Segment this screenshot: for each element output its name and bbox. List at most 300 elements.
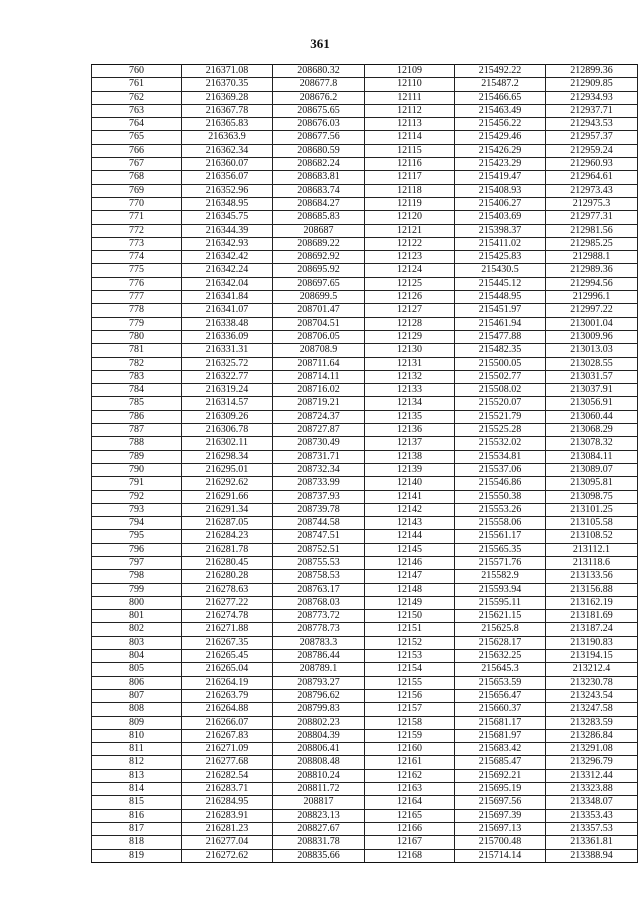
y-coord-right-cell: 213162.19 [546, 596, 638, 609]
point-id-right-cell: 12136 [365, 424, 455, 437]
point-id-right-cell: 12166 [365, 822, 455, 835]
y-coord-right-cell: 213286.84 [546, 729, 638, 742]
point-id-right-cell: 12168 [365, 849, 455, 862]
x-coord-left-cell: 216298.34 [182, 450, 273, 463]
x-coord-left-cell: 216336.09 [182, 330, 273, 343]
x-coord-left-cell: 216287.05 [182, 517, 273, 530]
table-row [92, 636, 638, 649]
y-coord-right-cell: 213095.81 [546, 477, 638, 490]
y-coord-left-cell: 208827.67 [273, 822, 365, 835]
point-id-right-cell: 12150 [365, 610, 455, 623]
point-id-left-cell: 764 [92, 118, 182, 131]
y-coord-left-cell: 208689.22 [273, 237, 365, 250]
x-coord-right-cell: 215582.9 [455, 570, 546, 583]
table-row [92, 556, 638, 569]
x-coord-right-cell: 215534.81 [455, 450, 546, 463]
table-row [92, 836, 638, 849]
table-row [92, 583, 638, 596]
point-id-left-cell: 795 [92, 530, 182, 543]
point-id-left-cell: 818 [92, 836, 182, 849]
point-id-right-cell: 12142 [365, 503, 455, 516]
point-id-right-cell: 12126 [365, 291, 455, 304]
point-id-right-cell: 12151 [365, 623, 455, 636]
x-coord-right-cell: 215532.02 [455, 437, 546, 450]
y-coord-right-cell: 213190.83 [546, 636, 638, 649]
table-row [92, 357, 638, 370]
table-row [92, 623, 638, 636]
point-id-right-cell: 12127 [365, 304, 455, 317]
y-coord-left-cell: 208763.17 [273, 583, 365, 596]
point-id-right-cell: 12160 [365, 743, 455, 756]
point-id-left-cell: 775 [92, 264, 182, 277]
x-coord-left-cell: 216319.24 [182, 384, 273, 397]
x-coord-left-cell: 216356.07 [182, 171, 273, 184]
x-coord-left-cell: 216277.68 [182, 756, 273, 769]
y-coord-left-cell: 208699.5 [273, 291, 365, 304]
point-id-left-cell: 769 [92, 184, 182, 197]
y-coord-right-cell: 212937.71 [546, 104, 638, 117]
point-id-right-cell: 12148 [365, 583, 455, 596]
table-row [92, 463, 638, 476]
y-coord-right-cell: 212899.36 [546, 65, 638, 78]
point-id-left-cell: 804 [92, 650, 182, 663]
x-coord-right-cell: 215595.11 [455, 596, 546, 609]
x-coord-left-cell: 216342.93 [182, 237, 273, 250]
table-row [92, 344, 638, 357]
table-row [92, 743, 638, 756]
table-row [92, 756, 638, 769]
x-coord-left-cell: 216309.26 [182, 410, 273, 423]
y-coord-right-cell: 213060.44 [546, 410, 638, 423]
x-coord-right-cell: 215508.02 [455, 384, 546, 397]
table-row [92, 663, 638, 676]
y-coord-left-cell: 208831.78 [273, 836, 365, 849]
point-id-left-cell: 812 [92, 756, 182, 769]
y-coord-left-cell: 208680.59 [273, 144, 365, 157]
table-row [92, 65, 638, 78]
x-coord-right-cell: 215621.15 [455, 610, 546, 623]
table-row [92, 809, 638, 822]
y-coord-left-cell: 208714.11 [273, 370, 365, 383]
x-coord-right-cell: 215697.39 [455, 809, 546, 822]
point-id-left-cell: 797 [92, 556, 182, 569]
y-coord-right-cell: 213098.75 [546, 490, 638, 503]
x-coord-left-cell: 216291.34 [182, 503, 273, 516]
x-coord-right-cell: 215685.47 [455, 756, 546, 769]
point-id-right-cell: 12164 [365, 796, 455, 809]
y-coord-right-cell: 213312.44 [546, 769, 638, 782]
point-id-right-cell: 12132 [365, 370, 455, 383]
point-id-right-cell: 12158 [365, 716, 455, 729]
x-coord-right-cell: 215487.2 [455, 78, 546, 91]
x-coord-right-cell: 215482.35 [455, 344, 546, 357]
x-coord-left-cell: 216344.39 [182, 224, 273, 237]
point-id-right-cell: 12162 [365, 769, 455, 782]
x-coord-right-cell: 215692.21 [455, 769, 546, 782]
point-id-right-cell: 12154 [365, 663, 455, 676]
y-coord-left-cell: 208773.72 [273, 610, 365, 623]
y-coord-right-cell: 212989.36 [546, 264, 638, 277]
y-coord-right-cell: 213230.78 [546, 676, 638, 689]
table-row [92, 251, 638, 264]
y-coord-right-cell: 212981.56 [546, 224, 638, 237]
y-coord-right-cell: 213243.54 [546, 689, 638, 702]
y-coord-left-cell: 208683.81 [273, 171, 365, 184]
x-coord-left-cell: 216267.83 [182, 729, 273, 742]
point-id-right-cell: 12140 [365, 477, 455, 490]
x-coord-right-cell: 215466.65 [455, 91, 546, 104]
point-id-right-cell: 12137 [365, 437, 455, 450]
y-coord-left-cell: 208823.13 [273, 809, 365, 822]
point-id-left-cell: 809 [92, 716, 182, 729]
y-coord-right-cell: 213028.55 [546, 357, 638, 370]
point-id-left-cell: 780 [92, 330, 182, 343]
table-row [92, 796, 638, 809]
x-coord-right-cell: 215423.29 [455, 158, 546, 171]
table-row [92, 703, 638, 716]
point-id-left-cell: 789 [92, 450, 182, 463]
point-id-left-cell: 816 [92, 809, 182, 822]
y-coord-right-cell: 213357.53 [546, 822, 638, 835]
table-row [92, 118, 638, 131]
point-id-left-cell: 792 [92, 490, 182, 503]
table-row [92, 144, 638, 157]
x-coord-right-cell: 215565.35 [455, 543, 546, 556]
y-coord-left-cell: 208732.34 [273, 463, 365, 476]
point-id-right-cell: 12110 [365, 78, 455, 91]
x-coord-right-cell: 215525.28 [455, 424, 546, 437]
y-coord-left-cell: 208706.05 [273, 330, 365, 343]
x-coord-left-cell: 216277.22 [182, 596, 273, 609]
point-id-right-cell: 12115 [365, 144, 455, 157]
x-coord-right-cell: 215537.06 [455, 463, 546, 476]
y-coord-left-cell: 208676.03 [273, 118, 365, 131]
point-id-left-cell: 779 [92, 317, 182, 330]
y-coord-right-cell: 213133.56 [546, 570, 638, 583]
y-coord-left-cell: 208730.49 [273, 437, 365, 450]
x-coord-left-cell: 216292.62 [182, 477, 273, 490]
y-coord-right-cell: 213247.58 [546, 703, 638, 716]
point-id-left-cell: 813 [92, 769, 182, 782]
x-coord-right-cell: 215500.05 [455, 357, 546, 370]
point-id-right-cell: 12116 [365, 158, 455, 171]
y-coord-left-cell: 208811.72 [273, 783, 365, 796]
y-coord-right-cell: 213001.04 [546, 317, 638, 330]
point-id-right-cell: 12113 [365, 118, 455, 131]
point-id-left-cell: 773 [92, 237, 182, 250]
y-coord-right-cell: 213031.57 [546, 370, 638, 383]
y-coord-left-cell: 208786.44 [273, 650, 365, 663]
y-coord-right-cell: 213388.94 [546, 849, 638, 862]
x-coord-left-cell: 216306.78 [182, 424, 273, 437]
x-coord-left-cell: 216266.07 [182, 716, 273, 729]
x-coord-right-cell: 215430.5 [455, 264, 546, 277]
x-coord-left-cell: 216281.78 [182, 543, 273, 556]
x-coord-left-cell: 216264.88 [182, 703, 273, 716]
x-coord-left-cell: 216342.24 [182, 264, 273, 277]
y-coord-left-cell: 208677.56 [273, 131, 365, 144]
page-number: 361 [310, 36, 330, 51]
table-row [92, 330, 638, 343]
x-coord-right-cell: 215550.38 [455, 490, 546, 503]
y-coord-right-cell: 213291.08 [546, 743, 638, 756]
x-coord-left-cell: 216284.95 [182, 796, 273, 809]
point-id-left-cell: 778 [92, 304, 182, 317]
x-coord-right-cell: 215448.95 [455, 291, 546, 304]
x-coord-right-cell: 215714.14 [455, 849, 546, 862]
y-coord-left-cell: 208682.24 [273, 158, 365, 171]
y-coord-right-cell: 212959.24 [546, 144, 638, 157]
y-coord-left-cell: 208687 [273, 224, 365, 237]
y-coord-right-cell: 213194.15 [546, 650, 638, 663]
y-coord-right-cell: 212943.53 [546, 118, 638, 131]
x-coord-left-cell: 216302.11 [182, 437, 273, 450]
y-coord-left-cell: 208783.3 [273, 636, 365, 649]
x-coord-right-cell: 215653.59 [455, 676, 546, 689]
y-coord-left-cell: 208806.41 [273, 743, 365, 756]
point-id-right-cell: 12138 [365, 450, 455, 463]
x-coord-left-cell: 216274.78 [182, 610, 273, 623]
y-coord-left-cell: 208680.32 [273, 65, 365, 78]
y-coord-right-cell: 213013.03 [546, 344, 638, 357]
point-id-right-cell: 12139 [365, 463, 455, 476]
point-id-right-cell: 12145 [365, 543, 455, 556]
x-coord-right-cell: 215683.42 [455, 743, 546, 756]
point-id-right-cell: 12123 [365, 251, 455, 264]
point-id-right-cell: 12157 [365, 703, 455, 716]
y-coord-right-cell: 212909.85 [546, 78, 638, 91]
point-id-left-cell: 766 [92, 144, 182, 157]
y-coord-left-cell: 208733.99 [273, 477, 365, 490]
point-id-left-cell: 782 [92, 357, 182, 370]
point-id-left-cell: 785 [92, 397, 182, 410]
point-id-right-cell: 12122 [365, 237, 455, 250]
point-id-left-cell: 760 [92, 65, 182, 78]
y-coord-left-cell: 208677.8 [273, 78, 365, 91]
coordinates-table-body [92, 65, 638, 863]
y-coord-left-cell: 208704.51 [273, 317, 365, 330]
point-id-left-cell: 768 [92, 171, 182, 184]
y-coord-right-cell: 213084.11 [546, 450, 638, 463]
x-coord-right-cell: 215406.27 [455, 197, 546, 210]
point-id-right-cell: 12124 [365, 264, 455, 277]
point-id-right-cell: 12163 [365, 783, 455, 796]
table-row [92, 570, 638, 583]
table-row [92, 224, 638, 237]
point-id-left-cell: 787 [92, 424, 182, 437]
y-coord-right-cell: 213187.24 [546, 623, 638, 636]
x-coord-left-cell: 216365.83 [182, 118, 273, 131]
y-coord-left-cell: 208685.83 [273, 211, 365, 224]
x-coord-right-cell: 215697.56 [455, 796, 546, 809]
point-id-right-cell: 12153 [365, 650, 455, 663]
x-coord-left-cell: 216291.66 [182, 490, 273, 503]
x-coord-left-cell: 216271.88 [182, 623, 273, 636]
table-row [92, 610, 638, 623]
point-id-left-cell: 817 [92, 822, 182, 835]
x-coord-left-cell: 216283.71 [182, 783, 273, 796]
x-coord-left-cell: 216282.54 [182, 769, 273, 782]
y-coord-right-cell: 212973.43 [546, 184, 638, 197]
point-id-left-cell: 811 [92, 743, 182, 756]
x-coord-left-cell: 216341.84 [182, 291, 273, 304]
x-coord-left-cell: 216342.04 [182, 277, 273, 290]
y-coord-right-cell: 213323.88 [546, 783, 638, 796]
x-coord-left-cell: 216342.42 [182, 251, 273, 264]
table-row [92, 370, 638, 383]
point-id-left-cell: 784 [92, 384, 182, 397]
x-coord-right-cell: 215632.25 [455, 650, 546, 663]
x-coord-right-cell: 215398.37 [455, 224, 546, 237]
table-row [92, 397, 638, 410]
x-coord-left-cell: 216322.77 [182, 370, 273, 383]
y-coord-left-cell: 208724.37 [273, 410, 365, 423]
y-coord-right-cell: 213037.91 [546, 384, 638, 397]
table-row [92, 317, 638, 330]
point-id-left-cell: 776 [92, 277, 182, 290]
x-coord-right-cell: 215451.97 [455, 304, 546, 317]
y-coord-left-cell: 208835.66 [273, 849, 365, 862]
x-coord-left-cell: 216280.28 [182, 570, 273, 583]
x-coord-right-cell: 215681.97 [455, 729, 546, 742]
y-coord-left-cell: 208758.53 [273, 570, 365, 583]
point-id-right-cell: 12133 [365, 384, 455, 397]
table-row [92, 769, 638, 782]
point-id-right-cell: 12130 [365, 344, 455, 357]
point-id-left-cell: 806 [92, 676, 182, 689]
x-coord-right-cell: 215625.8 [455, 623, 546, 636]
table-row [92, 477, 638, 490]
point-id-right-cell: 12167 [365, 836, 455, 849]
point-id-left-cell: 767 [92, 158, 182, 171]
y-coord-right-cell: 212994.56 [546, 277, 638, 290]
point-id-right-cell: 12141 [365, 490, 455, 503]
table-row [92, 197, 638, 210]
table-row [92, 171, 638, 184]
x-coord-left-cell: 216362.34 [182, 144, 273, 157]
y-coord-right-cell: 212964.61 [546, 171, 638, 184]
x-coord-left-cell: 216341.07 [182, 304, 273, 317]
table-row [92, 849, 638, 862]
table-row [92, 729, 638, 742]
y-coord-right-cell: 213112.1 [546, 543, 638, 556]
x-coord-left-cell: 216295.01 [182, 463, 273, 476]
x-coord-right-cell: 215700.48 [455, 836, 546, 849]
y-coord-left-cell: 208817 [273, 796, 365, 809]
point-id-left-cell: 761 [92, 78, 182, 91]
x-coord-right-cell: 215426.29 [455, 144, 546, 157]
x-coord-right-cell: 215656.47 [455, 689, 546, 702]
y-coord-right-cell: 213068.29 [546, 424, 638, 437]
y-coord-left-cell: 208737.93 [273, 490, 365, 503]
point-id-left-cell: 805 [92, 663, 182, 676]
y-coord-right-cell: 213108.52 [546, 530, 638, 543]
x-coord-left-cell: 216265.45 [182, 650, 273, 663]
y-coord-left-cell: 208804.39 [273, 729, 365, 742]
y-coord-right-cell: 213361.81 [546, 836, 638, 849]
table-row [92, 384, 638, 397]
point-id-right-cell: 12118 [365, 184, 455, 197]
y-coord-right-cell: 212996.1 [546, 291, 638, 304]
x-coord-right-cell: 215553.26 [455, 503, 546, 516]
x-coord-left-cell: 216281.23 [182, 822, 273, 835]
x-coord-right-cell: 215561.17 [455, 530, 546, 543]
x-coord-left-cell: 216265.04 [182, 663, 273, 676]
table-row [92, 596, 638, 609]
y-coord-left-cell: 208796.62 [273, 689, 365, 702]
y-coord-right-cell: 213118.6 [546, 556, 638, 569]
table-row [92, 530, 638, 543]
y-coord-left-cell: 208695.92 [273, 264, 365, 277]
point-id-left-cell: 807 [92, 689, 182, 702]
x-coord-right-cell: 215463.49 [455, 104, 546, 117]
y-coord-left-cell: 208789.1 [273, 663, 365, 676]
x-coord-right-cell: 215408.93 [455, 184, 546, 197]
table-row [92, 650, 638, 663]
y-coord-left-cell: 208711.64 [273, 357, 365, 370]
y-coord-right-cell: 213156.88 [546, 583, 638, 596]
point-id-left-cell: 799 [92, 583, 182, 596]
y-coord-left-cell: 208731.71 [273, 450, 365, 463]
table-row [92, 131, 638, 144]
y-coord-left-cell: 208697.65 [273, 277, 365, 290]
table-row [92, 783, 638, 796]
point-id-left-cell: 777 [92, 291, 182, 304]
x-coord-right-cell: 215502.77 [455, 370, 546, 383]
point-id-right-cell: 12109 [365, 65, 455, 78]
point-id-left-cell: 801 [92, 610, 182, 623]
point-id-right-cell: 12131 [365, 357, 455, 370]
point-id-right-cell: 12114 [365, 131, 455, 144]
point-id-right-cell: 12165 [365, 809, 455, 822]
x-coord-left-cell: 216369.28 [182, 91, 273, 104]
table-row [92, 437, 638, 450]
point-id-right-cell: 12121 [365, 224, 455, 237]
x-coord-right-cell: 215403.69 [455, 211, 546, 224]
point-id-right-cell: 12156 [365, 689, 455, 702]
x-coord-right-cell: 215425.83 [455, 251, 546, 264]
y-coord-left-cell: 208676.2 [273, 91, 365, 104]
y-coord-left-cell: 208810.24 [273, 769, 365, 782]
x-coord-left-cell: 216280.45 [182, 556, 273, 569]
point-id-right-cell: 12147 [365, 570, 455, 583]
y-coord-left-cell: 208802.23 [273, 716, 365, 729]
y-coord-left-cell: 208692.92 [273, 251, 365, 264]
x-coord-right-cell: 215593.94 [455, 583, 546, 596]
point-id-left-cell: 803 [92, 636, 182, 649]
y-coord-left-cell: 208768.03 [273, 596, 365, 609]
x-coord-right-cell: 215681.17 [455, 716, 546, 729]
point-id-left-cell: 772 [92, 224, 182, 237]
y-coord-left-cell: 208793.27 [273, 676, 365, 689]
x-coord-left-cell: 216348.95 [182, 197, 273, 210]
y-coord-right-cell: 212934.93 [546, 91, 638, 104]
table-row [92, 450, 638, 463]
point-id-left-cell: 788 [92, 437, 182, 450]
x-coord-right-cell: 215628.17 [455, 636, 546, 649]
point-id-right-cell: 12134 [365, 397, 455, 410]
y-coord-right-cell: 213212.4 [546, 663, 638, 676]
table-row [92, 104, 638, 117]
y-coord-left-cell: 208701.47 [273, 304, 365, 317]
point-id-left-cell: 796 [92, 543, 182, 556]
point-id-left-cell: 793 [92, 503, 182, 516]
point-id-right-cell: 12149 [365, 596, 455, 609]
point-id-left-cell: 770 [92, 197, 182, 210]
point-id-right-cell: 12112 [365, 104, 455, 117]
x-coord-right-cell: 215645.3 [455, 663, 546, 676]
point-id-left-cell: 810 [92, 729, 182, 742]
